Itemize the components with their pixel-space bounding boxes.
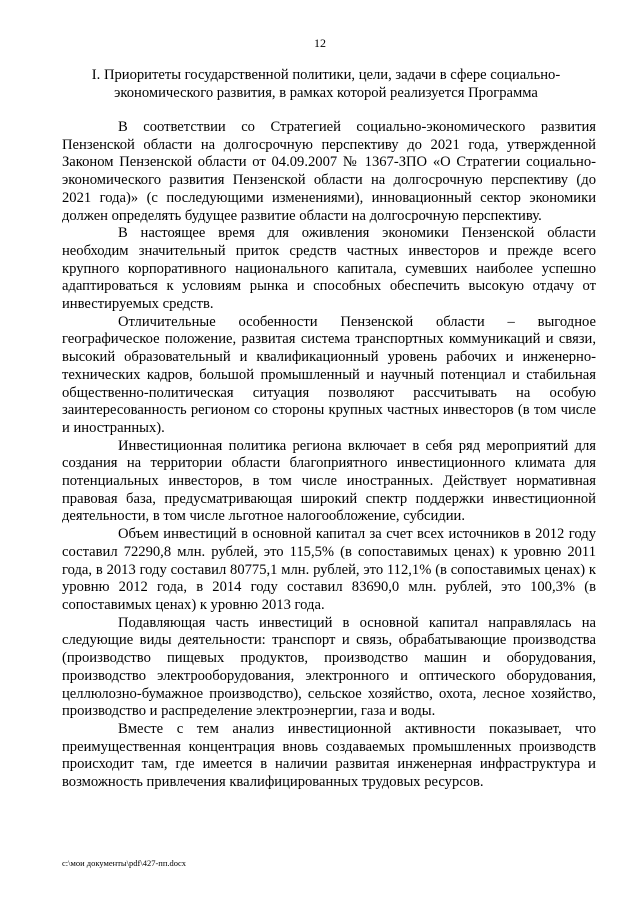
footer-file-path: c:\мои документы\pdf\427-пп.docx	[62, 858, 187, 868]
paragraph-strategy: В соответствии со Стратегией социально-экономического развития Пензенской области на долгосрочную перспективу до 2021 года, утвержденной Законом Пензенской области от 04.09.2007 № 1367-ЗПО «О Стратегии социально-экономического развития Пензенской области на долгосрочную перспективу (до 2021 года)» (с последующими изменениями), инновационный сектор экономики должен определять будущее развитие области на долгосрочную перспективу.	[62, 119, 596, 224]
section-heading: I. Приоритеты государственной политики, цели, задачи в сфере социально-экономического развития, в рамках которой реализуется Программа	[91, 67, 561, 101]
paragraph-investors-inflow: В настоящее время для оживления экономики Пензенской области необходим значительный приток средств частных инвесторов и прежде всего крупного корпоративного национального капитала, сумевших наиболее успешно адаптироваться к условиям рынка и способных обеспечить высокую отдачу от инвестируемых средств.	[62, 225, 596, 313]
page-number: 12	[314, 36, 326, 50]
paragraph-investment-volume: Объем инвестиций в основной капитал за счет всех источников в 2012 году составил 72290,8 млн. рублей, это 115,5% (в сопоставимых ценах) к уровню 2011 года, в 2013 году составил 80775,1 млн. рублей, это 112,1% (в сопоставимых ценах) к уровню 2012 года, в 2014 году составил 83690,0 млн. рублей, это 100,3% (в сопоставимых ценах) к уровню 2013 года.	[62, 526, 596, 613]
paragraph-investment-policy: Инвестиционная политика региона включает в себя ряд мероприятий для создания на территории области благоприятного инвестиционного климата для потенциальных инвесторов, в том числе иностранных. Действует нормативная правовая база, предусматривающая широкий спектр поддержки инвестиционной деятельности, в том числе льготное налогообложение, субсидии.	[62, 437, 596, 525]
paragraph-investment-concentration: Вместе с тем анализ инвестиционной активности показывает, что преимущественная концентрация вновь создаваемых промышленных производств происходит там, где имеется в наличии развитая инженерная инфраструктура и возможность привлечения квалифицированных трудовых ресурсов.	[62, 720, 596, 791]
paragraph-investment-sectors: Подавляющая часть инвестиций в основной капитал направлялась на следующие виды деятельности: транспорт и связь, обрабатывающие производства (производство пищевых продуктов, производство машин и оборудования, производство электрооборудования, электронного и оптического оборудования, целлюлозно-бумажное производство), сельское хозяйство, охота, лесное хозяйство, производство и распределение электроэнергии, газа и воды.	[62, 614, 596, 720]
body-text	[62, 119, 596, 792]
paragraph-region-features: Отличительные особенности Пензенской области – выгодное географическое положение, развитая система транспортных коммуникаций и связи, высокий образовательный и квалификационный уровень рабочих и инженерно-технических кадров, большой промышленный и научный потенциал и стабильная общественно-политическая ситуация позволяют рассчитывать на особую заинтересованность регионом со стороны крупных частных инвесторов (в том числе и иностранных).	[62, 313, 596, 436]
